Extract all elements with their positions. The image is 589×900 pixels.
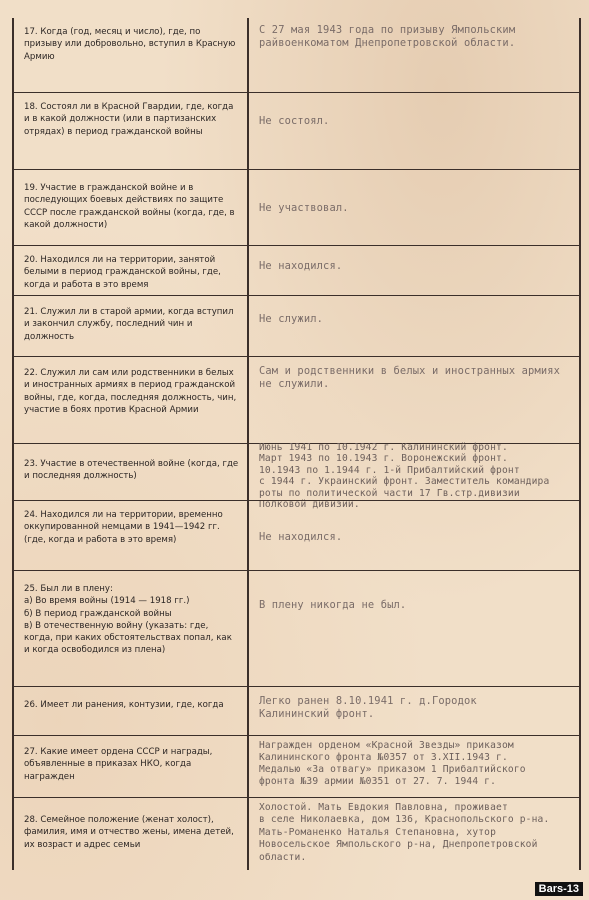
answer-19: Не участвовал. [259,202,349,214]
table-row [14,570,579,686]
answer-20: Не находился. [259,260,343,272]
table-row [14,18,579,92]
table-row [14,169,579,245]
question-20: 20. Находился ли на территории, занятой белыми в период гражданской войны, где, когда и работа в это время [14,246,249,295]
question-21: 21. Служил ли в старой армии, когда вступил и закончил службу, последний чин и должность [14,296,249,356]
answer-26: Легко ранен 8.10.1941 г. д.Городок Калининский фронт. [259,695,477,720]
questionnaire-table [12,18,581,870]
watermark-label: Bars-13 [535,882,583,896]
answer-28: Холостой. Мать Евдокия Павловна, проживает в селе Николаевка, дом 136, Краснопольского р-на. Мать-Романенко Наталья Степановна, хутор Новосельское Ямпольского р-на, Днепропетровской области. [259,802,550,863]
table-row [14,245,579,295]
question-22: 22. Служил ли сам или родственники в белых и иностранных армиях в период гражданской войны, где, когда, последняя должность, чин, участие в боях против Красной Армии [14,357,249,443]
question-26: 26. Имеет ли ранения, контузии, где, когда [14,687,249,735]
question-19: 19. Участие в гражданской войне и в последующих боевых действиях по защите СССР после гражданской войны (когда, где, в какой должности) [14,170,249,245]
table-row [14,500,579,570]
answer-21: Не служил. [259,313,324,325]
answer-18: Не состоял. [259,115,330,127]
answer-27: Награжден орденом «Красной Звезды» приказом Калининского фронта №0357 от 3.XII.1943 г. Медалью «За отвагу» приказом 1 Прибалтийского фронта №39 армии №0351 от 27. 7. 1944 г. [259,740,526,787]
question-24: 24. Находился ли на территории, временно оккупированной немцами в 1941—1942 гг. (где, когда и работа в это время) [14,501,249,570]
question-27: 27. Какие имеет ордена СССР и награды, объявленные в приказах НКО, когда награжден [14,736,249,797]
question-17: 17. Когда (год, месяц и число), где, по призыву или добровольно, вступил в Красную Армию [14,18,249,92]
table-row [14,442,579,511]
question-18: 18. Состоял ли в Красной Гвардии, где, когда и в какой должности (или в партизанских отрядах) в период гражданской войны [14,93,249,169]
answer-24: Не находился. [259,531,343,543]
answer-22: Сам и родственники в белых и иностранных армиях не служили. [259,365,567,390]
table-row [14,735,579,797]
table-row [14,797,579,870]
table-row [14,356,579,443]
answer-23: Июнь 1941 по 10.1942 г. Калининский фронт. Март 1943 по 10.1943 г. Воронежский фронт. 10.1943 по 1.1944 г. 1-й Прибалтийский фронт с 1944 г. Украинский фронт. Заместитель командира роты по политической части 17 Гв.стр.дивизии Полковой дивизии. [259,442,550,511]
table-row [14,295,579,356]
answer-17: С 27 мая 1943 года по призыву Ямпольским райвоенкоматом Днепропетровской области. [259,24,522,49]
table-row [14,686,579,735]
question-28: 28. Семейное положение (женат холост), фамилия, имя и отчество жены, имена детей, их возраст и адрес семьи [14,798,249,870]
answer-25: В плену никогда не был. [259,599,407,611]
question-23: 23. Участие в отечественной войне (когда, где и последняя должность) [14,444,249,500]
question-25: 25. Был ли в плену: а) Во время войны (1914 — 1918 гг.) б) В период гражданской войны в) В отечественную войну (указать: где, когда, при каких обстоятельствах попал, как и когда освободился из плена) [14,571,249,686]
table-row [14,92,579,169]
